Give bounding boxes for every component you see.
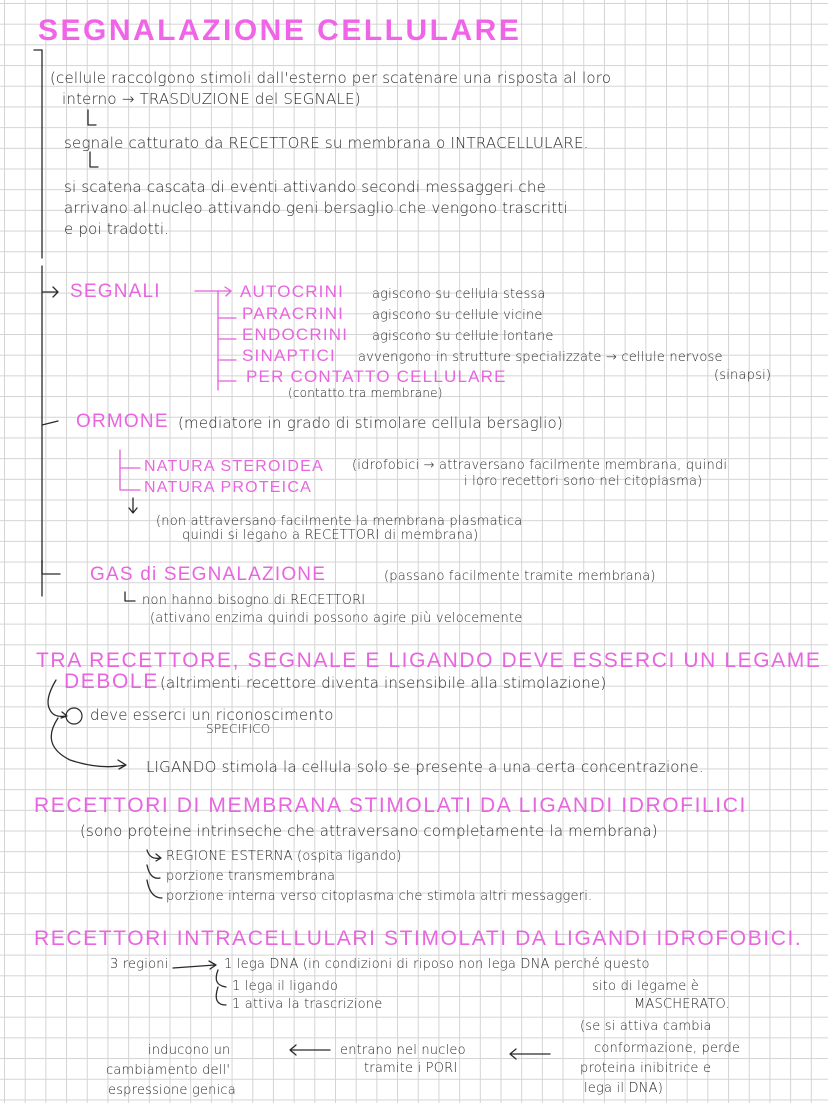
intracellulari-regione-1: 1 lega DNA (in condizioni di riposo non lega DNA perché questo	[224, 957, 650, 972]
intracellulari-regione-2: 1 lega il ligando	[232, 979, 339, 994]
membrana-part-3: porzione interna verso citoplasma che stimola altri messaggeri.	[166, 889, 593, 904]
intracellulari-attiva-4: lega il DNA)	[584, 1081, 663, 1096]
ormone-desc: (mediatore in grado di stimolare cellula bersaglio)	[178, 414, 563, 432]
intro-cascata-3: e poi tradotti.	[64, 220, 170, 238]
intro-cascata-2: arrivano al nucleo attivando geni bersaglio che vengono trascritti	[64, 199, 568, 217]
segnali-type-contatto: PER CONTATTO CELLULARE	[246, 367, 507, 386]
legame-desc: (altrimenti recettore diventa insensibile alla stimolazione)	[160, 674, 607, 692]
intracellulari-attiva-1: (se si attiva cambia	[580, 1019, 712, 1034]
gas-point-1: non hanno bisogno di RECETTORI	[142, 593, 366, 608]
segnali-type-endocrini: ENDOCRINI	[242, 325, 349, 344]
gas-label: GAS di SEGNALAZIONE	[90, 564, 327, 585]
page-title: SEGNALAZIONE CELLULARE	[38, 14, 522, 47]
segnali-type-paracrini: PARACRINI	[242, 304, 345, 323]
membrana-desc: (sono proteine intrinseche che attraversano completamente la membrana)	[80, 822, 658, 840]
ormone-steroidea-desc-1: (idrofobici → attraversano facilmente membrana, quindi	[352, 458, 728, 473]
gas-point-2: (attivano enzima quindi possono agire più velocemente	[150, 611, 523, 626]
ormone-proteica-desc-2: quindi si legano a RECETTORI di membrana)	[182, 528, 479, 543]
intracellulari-sito-2: MASCHERATO.	[634, 997, 730, 1012]
membrana-part-2: porzione transmembrana	[166, 869, 336, 884]
ormone-steroidea-desc-2: i loro recettori sono nel citoplasma)	[464, 474, 703, 489]
ormone-proteica-desc-1: (non attraversano facilmente la membrana plasmatica	[156, 514, 523, 529]
segnali-desc-autocrini: agiscono su cellula stessa	[372, 287, 546, 302]
legame-title-1: TRA RECETTORE, SEGNALE E LIGANDO DEVE ESSERCI UN LEGAME	[36, 649, 822, 672]
membrana-title: RECETTORI DI MEMBRANA STIMOLATI DA LIGANDI IDROFILICI	[34, 794, 747, 817]
segnali-note-sinapsi: (sinapsi)	[714, 368, 772, 383]
ormone-proteica: NATURA PROTEICA	[144, 479, 312, 496]
intro-line-1: (cellule raccolgono stimoli dall'esterno per scatenare una risposta al loro	[50, 69, 612, 87]
intracellulari-inducono-1: inducono un	[148, 1043, 231, 1058]
intro-cascata-1: si scatena cascata di eventi attivando secondi messaggeri che	[64, 178, 547, 196]
intracellulari-regioni-label: 3 regioni	[110, 957, 169, 972]
legame-title-2: DEBOLE	[64, 670, 159, 693]
intro-recettore: segnale catturato da RECETTORE su membrana o INTRACELLULARE.	[64, 134, 589, 152]
membrana-part-1: REGIONE ESTERNA (ospita ligando)	[166, 849, 402, 864]
segnali-label: SEGNALI	[70, 281, 161, 302]
intracellulari-inducono-3: espressione genica	[108, 1083, 236, 1098]
segnali-note-contatto: (contatto tra membrane)	[288, 386, 443, 400]
intracellulari-attiva-3: proteina inibitrice e	[580, 1061, 712, 1076]
intracellulari-nucleo-2: tramite i PORI	[364, 1061, 458, 1076]
intracellulari-inducono-2: cambiamento dell'	[106, 1063, 231, 1078]
intracellulari-nucleo-1: entrano nel nucleo	[340, 1043, 466, 1058]
intracellulari-attiva-2: conformazione, perde	[594, 1041, 741, 1056]
ormone-label: ORMONE	[76, 411, 169, 432]
ormone-steroidea: NATURA STEROIDEA	[144, 458, 324, 475]
intracellulari-regione-3: 1 attiva la trascrizione	[232, 997, 383, 1012]
intro-line-2: interno → TRASDUZIONE del SEGNALE)	[62, 90, 361, 108]
intracellulari-sito-1: sito di legame è	[592, 979, 699, 994]
segnali-type-autocrini: AUTOCRINI	[240, 282, 344, 301]
intracellulari-title: RECETTORI INTRACELLULARI STIMOLATI DA LIGANDI IDROFOBICI.	[34, 927, 803, 950]
segnali-desc-endocrini: agiscono su cellule lontane	[372, 329, 554, 344]
gas-desc: (passano facilmente tramite membrana)	[384, 569, 656, 584]
segnali-type-sinaptici: SINAPTICI	[242, 346, 336, 365]
legame-point-2: LIGANDO stimola la cellula solo se presente a una certa concentrazione.	[146, 758, 704, 776]
legame-point-1b: SPECIFICO	[206, 722, 271, 736]
segnali-desc-sinaptici: avvengono in strutture specializzate → cellule nervose	[358, 350, 723, 365]
legame-point-1a: deve esserci un riconoscimento	[90, 706, 334, 724]
segnali-desc-paracrini: agiscono su cellule vicine	[372, 308, 543, 323]
